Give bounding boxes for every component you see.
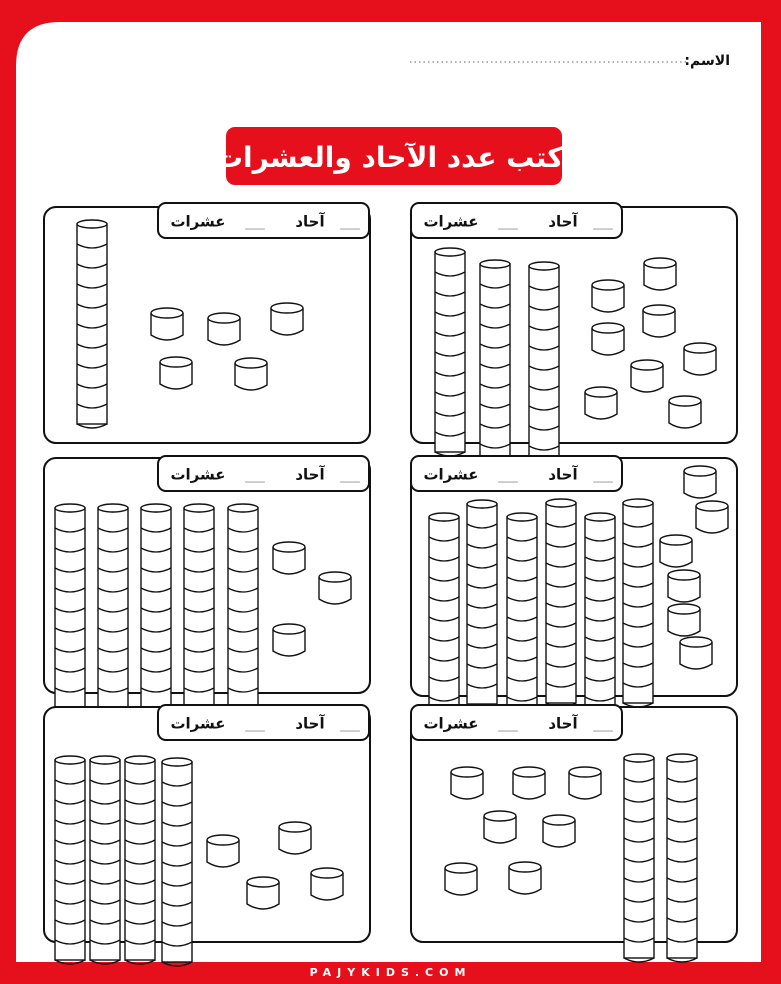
- ones-answer-blank[interactable]: ___: [593, 215, 613, 231]
- tens-rod: [77, 220, 107, 428]
- name-label: الاسم:: [684, 53, 730, 69]
- tens-rod: [585, 513, 615, 721]
- exercise-card: [44, 203, 370, 443]
- tens-rod: [480, 260, 510, 468]
- tens-rod: [529, 262, 559, 470]
- tens-label: عشرات: [423, 465, 479, 484]
- ones-label: آحاد: [548, 465, 578, 484]
- tens-rod: [184, 504, 214, 712]
- ones-answer-blank[interactable]: ___: [593, 468, 613, 484]
- worksheet-title: أكتب عدد الآحاد والعشرات: [214, 141, 574, 174]
- ones-cube: [592, 280, 624, 312]
- tens-rod: [162, 758, 192, 966]
- ones-cube: [543, 815, 575, 847]
- tens-answer-blank[interactable]: ___: [498, 215, 518, 231]
- ones-cube: [207, 835, 239, 867]
- exercise-card: [44, 456, 370, 712]
- ones-cube: [151, 308, 183, 340]
- exercise-card: [411, 456, 737, 721]
- tens-answer-blank[interactable]: ___: [245, 717, 265, 733]
- ones-cube: [451, 767, 483, 799]
- tens-label: عشرات: [423, 212, 479, 231]
- ones-cube: [644, 258, 676, 290]
- ones-cube: [509, 862, 541, 894]
- ones-cube: [208, 313, 240, 345]
- ones-cube: [684, 466, 716, 498]
- tens-rod: [55, 504, 85, 712]
- ones-answer-blank[interactable]: ___: [340, 215, 360, 231]
- ones-label: آحاد: [295, 714, 325, 733]
- tens-rod: [507, 513, 537, 721]
- ones-answer-blank[interactable]: ___: [340, 717, 360, 733]
- ones-cube: [445, 863, 477, 895]
- tens-answer-blank[interactable]: ___: [245, 215, 265, 231]
- ones-cube: [513, 767, 545, 799]
- tens-rod: [98, 504, 128, 712]
- ones-cube: [660, 535, 692, 567]
- tens-rod: [624, 754, 654, 962]
- ones-label: آحاد: [548, 714, 578, 733]
- tens-rod: [141, 504, 171, 712]
- tens-rod: [623, 499, 653, 707]
- tens-answer-blank[interactable]: ___: [498, 468, 518, 484]
- ones-cube: [696, 501, 728, 533]
- tens-rod: [228, 504, 258, 712]
- exercise-card: [44, 705, 370, 966]
- footer-brand: PAJYKIDS.COM: [309, 966, 472, 979]
- ones-cube: [160, 357, 192, 389]
- ones-cube: [319, 572, 351, 604]
- tens-label: عشرات: [170, 212, 226, 231]
- ones-label: آحاد: [295, 465, 325, 484]
- ones-cube: [273, 542, 305, 574]
- ones-cube: [668, 604, 700, 636]
- tens-rod: [546, 499, 576, 707]
- tens-label: عشرات: [170, 465, 226, 484]
- ones-cube: [592, 323, 624, 355]
- tens-answer-blank[interactable]: ___: [245, 468, 265, 484]
- tens-answer-blank[interactable]: ___: [498, 717, 518, 733]
- ones-cube: [271, 303, 303, 335]
- ones-cube: [668, 570, 700, 602]
- ones-cube: [247, 877, 279, 909]
- ones-cube: [235, 358, 267, 390]
- ones-cube: [279, 822, 311, 854]
- ones-cube: [585, 387, 617, 419]
- tens-rod: [467, 500, 497, 708]
- ones-cube: [643, 305, 675, 337]
- tens-label: عشرات: [170, 714, 226, 733]
- tens-rod: [429, 513, 459, 721]
- ones-cube: [680, 637, 712, 669]
- tens-rod: [90, 756, 120, 964]
- exercise-card: [411, 203, 737, 470]
- ones-answer-blank[interactable]: ___: [340, 468, 360, 484]
- ones-cube: [684, 343, 716, 375]
- tens-rod: [435, 248, 465, 456]
- ones-cube: [631, 360, 663, 392]
- ones-cube: [311, 868, 343, 900]
- ones-label: آحاد: [548, 212, 578, 231]
- tens-rod: [125, 756, 155, 964]
- ones-cube: [669, 396, 701, 428]
- tens-label: عشرات: [423, 714, 479, 733]
- tens-rod: [55, 756, 85, 964]
- ones-cube: [273, 624, 305, 656]
- ones-cube: [569, 767, 601, 799]
- exercise-card: [411, 705, 737, 962]
- ones-label: آحاد: [295, 212, 325, 231]
- tens-rod: [667, 754, 697, 962]
- ones-cube: [484, 811, 516, 843]
- ones-answer-blank[interactable]: ___: [593, 717, 613, 733]
